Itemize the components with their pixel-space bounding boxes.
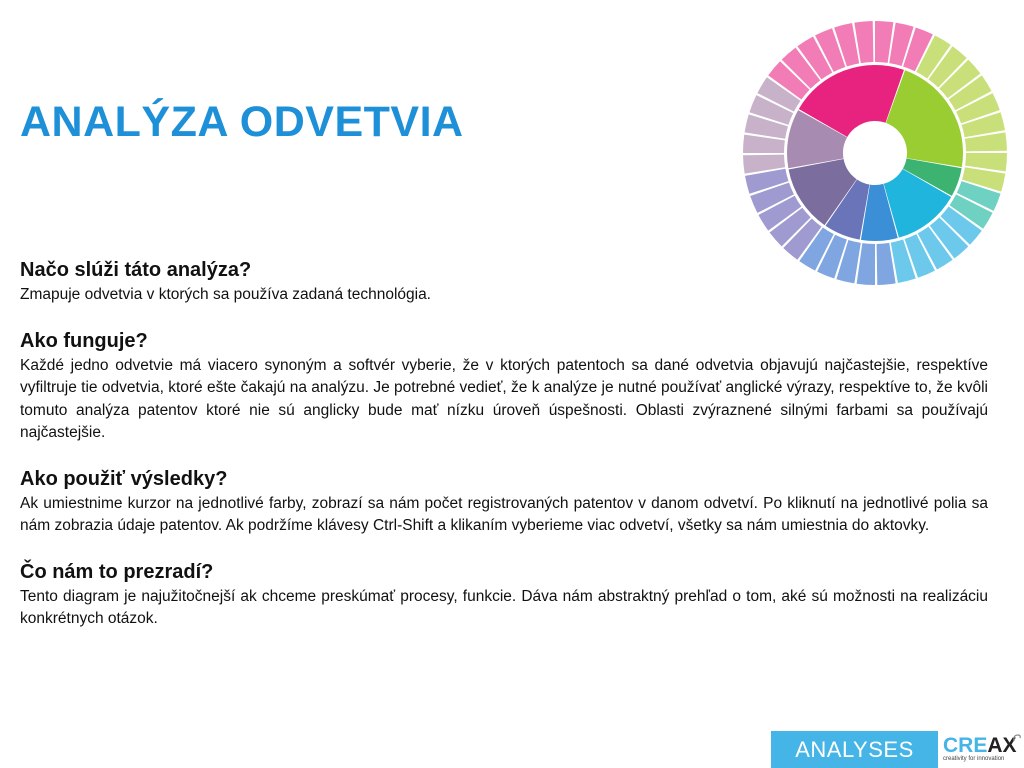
section-body: Zmapuje odvetvia v ktorých sa používa zadaná technológia.: [20, 286, 431, 303]
section-heading: Ako funguje?: [20, 329, 148, 352]
creax-swirl-icon: [1012, 733, 1022, 743]
section-heading: Načo slúži táto analýza?: [20, 259, 252, 281]
section-body: Ak umiestnime kurzor na jednotlivé farby, zobrazí sa nám počet registrovaných patentov v danom odvetví. Po kliknutí na jednotlivé polia sa nám zobrazia údaje patentov. Ak podržíme klávesy Ctrl-Shift a klikaním vyberieme viac odvetví, všetky sa nám umiestnia do aktovky.: [20, 494, 988, 534]
section-body: Každé jedno odvetvie má viacero synoným a softvér vyberie, že v ktorých patentoch sa dané odvetvia objavujú najčastejšie, respektíve vyfiltruje tie odvetvia, ktoré ešte čakajú na analýzu. Je potrebné vedieť, že k analýze je nutné používať anglické výrazy, respektíve to, že kvôli tomuto analýza patentov ktoré nie sú anglicky bude mať nízku úroveň úspešnosti. Oblasti zvýraznené silnými farbami sa používajú najčastejšie.: [20, 356, 988, 441]
section-heading: Ako použiť výsledky?: [20, 467, 228, 490]
wheel-center: [845, 123, 905, 183]
creax-logo: [938, 731, 1024, 768]
section-purpose: [20, 258, 988, 307]
section-body: Tento diagram je najužitočnejší ak chceme preskúmať procesy, funkcie. Dáva nám abstraktný prehľad o tom, aké sú možnosti na realizáciu konkrétnych otázok.: [20, 587, 988, 627]
footer-brand: [771, 731, 1024, 768]
section-how-it-works: [20, 329, 988, 445]
creax-ax-text: AX: [987, 734, 1017, 757]
sunburst-wheel-icon: [740, 18, 1010, 288]
creax-cre-text: CRE: [943, 734, 988, 757]
main-content: [20, 258, 988, 653]
section-heading: Čo nám to prezradí?: [20, 560, 214, 583]
section-how-to-use: [20, 467, 988, 538]
analyses-label: ANALYSES: [771, 731, 938, 768]
creax-tagline: creativity for innovation: [943, 756, 1005, 762]
page-title: ANALÝZA ODVETVIA: [20, 98, 464, 146]
section-what-it-tells: [20, 560, 988, 631]
